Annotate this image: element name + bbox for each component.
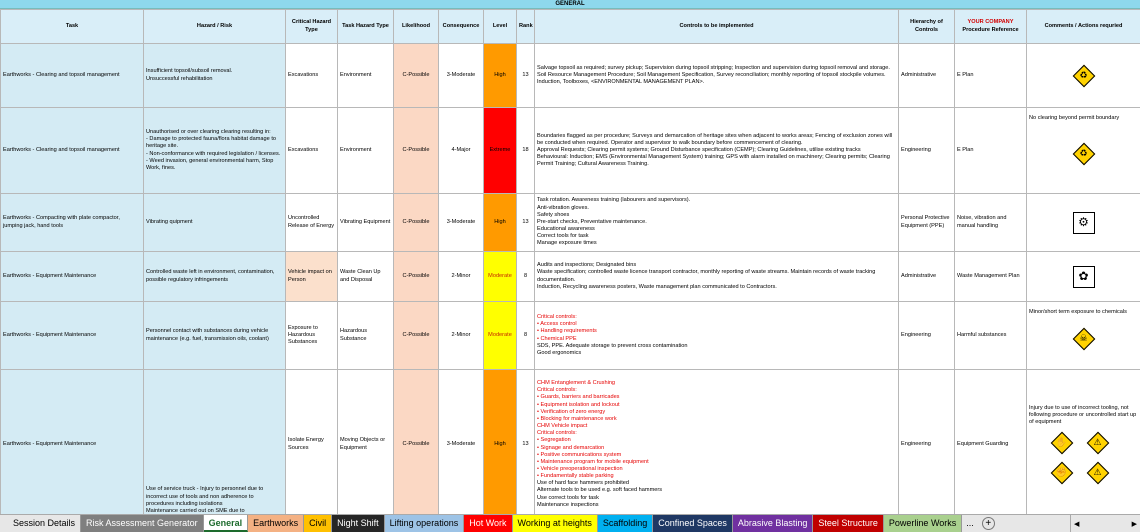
- tab-risk-assessment-generator[interactable]: Risk Assessment Generator: [81, 515, 204, 532]
- procedure-cell[interactable]: E Plan: [955, 108, 1027, 194]
- eco-sign-icon: ♻: [1073, 65, 1095, 87]
- hazard-line: Insufficient topsoil/subsoil removal.: [146, 68, 233, 75]
- control-line: Salvage topsoil as required; survey pickup; Supervision during topsoil stripping; Inspection and supervision during topsoil removal and storage.: [537, 64, 890, 71]
- level-cell[interactable]: Moderate: [484, 302, 517, 370]
- critical-control-line: Critical controls:: [537, 430, 577, 437]
- hazard-line: - Weed invasion, general environmental harm, Stop Work, fines.: [146, 157, 274, 171]
- header-likelihood[interactable]: Likelihood: [394, 10, 439, 44]
- critical-type-cell[interactable]: Uncontrolled Release of Energy: [286, 194, 338, 252]
- controls-cell[interactable]: [535, 302, 899, 370]
- control-line: Pre-start checks, Preventative maintenance.: [537, 218, 647, 225]
- task-type-cell[interactable]: Vibrating Equipment: [338, 194, 394, 252]
- hierarchy-cell[interactable]: Personal Protective Equipment (PPE): [899, 194, 955, 252]
- hazard-line: Unsuccessful rehabilitation: [146, 75, 213, 82]
- procedure-cell[interactable]: Harmful substances: [955, 302, 1027, 370]
- likelihood-cell[interactable]: C-Possible: [394, 370, 439, 515]
- tab-bar-spacer: [999, 515, 1070, 532]
- task-type-cell[interactable]: Environment: [338, 44, 394, 108]
- likelihood-cell[interactable]: C-Possible: [394, 194, 439, 252]
- tab-steel-structure[interactable]: Steel Structure: [813, 515, 884, 532]
- consequence-cell[interactable]: 3-Moderate: [439, 194, 484, 252]
- likelihood-cell[interactable]: C-Possible: [394, 44, 439, 108]
- rank-cell[interactable]: 8: [517, 252, 535, 302]
- critical-control-line: • Fundamentally stable parking: [537, 473, 614, 480]
- horizontal-scrollbar[interactable]: [1070, 515, 1140, 532]
- header-procedure[interactable]: [955, 10, 1027, 44]
- controls-cell[interactable]: [535, 108, 899, 194]
- critical-control-line: Critical controls:: [537, 314, 577, 321]
- hierarchy-cell[interactable]: Engineering: [899, 370, 955, 515]
- controls-cell[interactable]: [535, 370, 899, 515]
- level-cell[interactable]: High: [484, 44, 517, 108]
- control-line: Use of hard face hammers prohibited: [537, 480, 630, 487]
- toxic-sign-icon: ☠: [1073, 328, 1095, 350]
- environment-hazard-icon: ✿: [1073, 266, 1095, 288]
- scroll-left-icon[interactable]: ◀: [1074, 520, 1080, 528]
- task-cell[interactable]: Earthworks - Clearing and topsoil management: [1, 108, 144, 194]
- table-row: [1, 108, 1140, 194]
- hazard-line: Use of service truck - Injury to personnel due to incorrect use of tools and non adherence to procedures including isolations: [146, 486, 264, 507]
- risk-table: [0, 9, 1140, 514]
- control-line: Induction, Toolboxes, <ENVIRONMENTAL MANAGEMENT PLAN>.: [537, 79, 705, 86]
- task-type-cell[interactable]: Waste Clean Up and Disposal: [338, 252, 394, 302]
- rank-cell[interactable]: 18: [517, 108, 535, 194]
- critical-type-cell[interactable]: Excavations: [286, 108, 338, 194]
- control-line: Educational awareness: [537, 226, 595, 233]
- task-cell[interactable]: Earthworks - Clearing and topsoil management: [1, 44, 144, 108]
- rank-cell[interactable]: 13: [517, 194, 535, 252]
- tab-abrasive-blasting[interactable]: Abrasive Blasting: [733, 515, 814, 532]
- likelihood-cell[interactable]: C-Possible: [394, 302, 439, 370]
- comment-cell[interactable]: [1027, 194, 1140, 252]
- tab-scroll-area: [0, 515, 8, 532]
- tab-general[interactable]: General: [204, 515, 249, 532]
- critical-control-line: CHM Vehicle impact: [537, 423, 588, 430]
- hazard-cell[interactable]: [144, 108, 286, 194]
- header-level[interactable]: Level: [484, 10, 517, 44]
- hazard-cell[interactable]: [144, 370, 286, 515]
- header-critical-type[interactable]: Critical Hazard Type: [286, 10, 338, 44]
- control-line: Safety shoes: [537, 211, 570, 218]
- consequence-cell[interactable]: 3-Moderate: [439, 370, 484, 515]
- tab-civil[interactable]: Civil: [304, 515, 332, 532]
- comment-cell[interactable]: [1027, 44, 1140, 108]
- sheet-tab-bar: [0, 514, 1140, 532]
- header-task-type[interactable]: Task Hazard Type: [338, 10, 394, 44]
- likelihood-cell[interactable]: C-Possible: [394, 252, 439, 302]
- control-line: Audits and inspections; Designated bins: [537, 262, 637, 269]
- critical-type-cell[interactable]: Isolate Energy Sources: [286, 370, 338, 515]
- tab-lifting-operations[interactable]: Lifting operations: [385, 515, 465, 532]
- critical-control-line: CHM Entanglement & Crushing: [537, 380, 616, 387]
- control-line: Task rotation. Awareness training (labourers and supervisors).: [537, 197, 691, 204]
- control-line: Behavioural: Induction; EMS (Environmental Management System) training; GPS with alarm installed on machinery; Clearing permits; Clearing Permit Training; Cultural Awareness Training.: [537, 154, 890, 168]
- table-row: [1, 252, 1140, 302]
- procedure-cell[interactable]: Noise, vibration and manual handling: [955, 194, 1027, 252]
- hazard-line: Personnel contact with substances during vehicle maintenance (e.g. fuel, transmission oils, coolant): [146, 328, 269, 342]
- task-type-cell[interactable]: Environment: [338, 108, 394, 194]
- section-banner: GENERAL: [0, 0, 1140, 9]
- header-hierarchy[interactable]: Hierarchy of Controls: [899, 10, 955, 44]
- tab-working-at-heights[interactable]: Working at heights: [513, 515, 598, 532]
- tab-earthworks[interactable]: Earthworks: [248, 515, 304, 532]
- hierarchy-cell[interactable]: Engineering: [899, 108, 955, 194]
- control-line: Use correct tools for task: [537, 494, 599, 501]
- tab-scaffolding[interactable]: Scaffolding: [598, 515, 653, 532]
- hazard-line: Vibrating quipment: [146, 218, 193, 225]
- level-cell[interactable]: High: [484, 370, 517, 515]
- critical-control-line: • Positive communications system: [537, 451, 622, 458]
- task-type-cell[interactable]: Moving Objects or Equipment: [338, 370, 394, 515]
- crush-sign-icon: ✊: [1051, 462, 1073, 484]
- control-line: Anti-vibration gloves.: [537, 204, 589, 211]
- header-hazard[interactable]: Hazard / Risk: [144, 10, 286, 44]
- hazard-line: - Non-conformance with required legislation / licenses.: [146, 150, 281, 157]
- control-line: Good ergonomics: [537, 349, 582, 356]
- scroll-right-icon[interactable]: ▶: [1131, 520, 1137, 528]
- control-line: Alternate tools to be used e.g. soft faced hammers: [537, 487, 662, 494]
- critical-control-line: • Verification of zero energy: [537, 408, 606, 415]
- control-line: Approval Requests; Clearing permit systems; Ground Disturbance specification (CEMP); Clearing Guidelines, utilise existing tracks: [537, 146, 861, 153]
- control-line: Boundaries flagged as per procedure; Surveys and demarcation of heritage sites when adjacent to works areas; Fencing of exclusion zones will be conducted when required. Operator and supervisor to walk boundary before commencement of clearing.: [537, 132, 893, 146]
- consequence-cell[interactable]: 2-Minor: [439, 252, 484, 302]
- critical-control-line: Critical controls:: [537, 387, 577, 394]
- task-type-cell[interactable]: Hazardous Substance: [338, 302, 394, 370]
- comment-text: No clearing beyond permit boundary: [1029, 114, 1120, 121]
- control-line: Correct tools for task: [537, 233, 589, 240]
- more-tabs-button[interactable]: ...: [966, 518, 974, 528]
- rank-cell[interactable]: 8: [517, 302, 535, 370]
- control-line: Maintenance inspections: [537, 501, 599, 508]
- add-sheet-button[interactable]: +: [982, 517, 995, 530]
- rank-cell[interactable]: 13: [517, 370, 535, 515]
- hazard-line: Controlled waste left in environment, contamination, possible regulatory infringements: [146, 269, 275, 283]
- procedure-label: Procedure Reference: [962, 26, 1019, 33]
- hierarchy-cell[interactable]: Administrative: [899, 44, 955, 108]
- slip-sign-icon: ⚠: [1087, 432, 1109, 454]
- control-line: Soil Resource Management Procedure; Soil Management Specification, Survey reconciliation; monthly reporting of topsoil stockpile volumes.: [537, 71, 886, 78]
- hazard-line: Maintenance carried out on SME due to: [146, 507, 245, 514]
- header-consequence[interactable]: Consequence: [439, 10, 484, 44]
- table-row: [1, 302, 1140, 370]
- consequence-cell[interactable]: 2-Minor: [439, 302, 484, 370]
- critical-control-line: • Equipment isolation and lockout: [537, 401, 620, 408]
- company-label: YOUR COMPANY: [967, 19, 1014, 26]
- tab-powerline-works[interactable]: Powerline Works: [884, 515, 962, 532]
- comment-text: Minor/short term exposure to chemicals: [1029, 308, 1127, 315]
- task-cell[interactable]: Earthworks - Compacting with plate compactor, jumping jack, hand tools: [1, 194, 144, 252]
- table-row: [1, 194, 1140, 252]
- hierarchy-cell[interactable]: Engineering: [899, 302, 955, 370]
- comment-cell[interactable]: [1027, 370, 1140, 515]
- critical-control-line: • Access control: [537, 321, 577, 328]
- critical-control-line: • Guards, barriers and barricades: [537, 394, 620, 401]
- controls-cell[interactable]: [535, 194, 899, 252]
- header-rank[interactable]: Rank: [517, 10, 535, 44]
- critical-type-cell[interactable]: Exposure to Hazardous Substances: [286, 302, 338, 370]
- critical-control-line: • Handling requirements: [537, 328, 597, 335]
- comment-cell[interactable]: [1027, 302, 1140, 370]
- control-line: Induction, Recycling awareness posters, Waste management plan communicated to Contractors.: [537, 283, 777, 290]
- critical-type-cell[interactable]: Excavations: [286, 44, 338, 108]
- critical-type-cell[interactable]: Vehicle impact on Person: [286, 252, 338, 302]
- task-cell[interactable]: Earthworks - Equipment Maintenance: [1, 370, 144, 515]
- control-line: SDS, PPE. Adequate storage to prevent cross contamination: [537, 342, 688, 349]
- level-cell[interactable]: Extreme: [484, 108, 517, 194]
- eco-sign-icon: ♻: [1073, 143, 1095, 165]
- rank-cell[interactable]: 13: [517, 44, 535, 108]
- comment-text: Injury due to use of incorrect tooling, not following procedure or uncontrolled start up of equipment: [1029, 404, 1137, 426]
- hazard-cell[interactable]: [144, 252, 286, 302]
- table-row: [1, 44, 1140, 108]
- header-comments[interactable]: Comments / Actions requried: [1027, 10, 1140, 44]
- procedure-cell[interactable]: Equipment Guarding: [955, 370, 1027, 515]
- hierarchy-cell[interactable]: Administrative: [899, 252, 955, 302]
- hazard-cell[interactable]: [144, 302, 286, 370]
- critical-control-line: • Segregation: [537, 437, 571, 444]
- header-row: [1, 10, 1140, 44]
- control-line: Waste specification; controlled waste licence transport contractor, monthly reporting of waste streams. Maintain records of waste tracking documentation.: [537, 269, 876, 283]
- hazard-cell[interactable]: [144, 44, 286, 108]
- header-controls[interactable]: Controls to be implemented: [535, 10, 899, 44]
- task-cell[interactable]: Earthworks - Equipment Maintenance: [1, 252, 144, 302]
- task-cell[interactable]: Earthworks - Equipment Maintenance: [1, 302, 144, 370]
- consequence-cell[interactable]: 4-Major: [439, 108, 484, 194]
- tab-session-details[interactable]: Session Details: [8, 515, 81, 532]
- control-line: Manage exposure times: [537, 240, 597, 247]
- tab-night-shift[interactable]: Night Shift: [332, 515, 385, 532]
- critical-control-line: • Chemical PPE: [537, 335, 577, 342]
- procedure-cell[interactable]: E Plan: [955, 44, 1027, 108]
- vibration-sign-icon: ⚙: [1073, 212, 1095, 234]
- critical-control-line: • Signage and demarcation: [537, 444, 605, 451]
- level-cell[interactable]: High: [484, 194, 517, 252]
- entanglement-sign-icon: ✋: [1051, 432, 1073, 454]
- fall-sign-icon: ⚠: [1087, 462, 1109, 484]
- likelihood-cell[interactable]: C-Possible: [394, 108, 439, 194]
- comment-cell[interactable]: [1027, 108, 1140, 194]
- table-row: [1, 370, 1140, 515]
- level-cell[interactable]: Moderate: [484, 252, 517, 302]
- consequence-cell[interactable]: 3-Moderate: [439, 44, 484, 108]
- critical-control-line: • Blocking for maintenance work: [537, 415, 617, 422]
- tab-hot-work[interactable]: Hot Work: [464, 515, 512, 532]
- comment-cell[interactable]: [1027, 252, 1140, 302]
- critical-control-line: • Vehicle preoperational inspection: [537, 465, 623, 472]
- hazard-cell[interactable]: [144, 194, 286, 252]
- critical-control-line: • Maintenance program for mobile equipment: [537, 458, 649, 465]
- controls-cell[interactable]: [535, 44, 899, 108]
- header-task[interactable]: Task: [1, 10, 144, 44]
- procedure-cell[interactable]: Waste Management Plan: [955, 252, 1027, 302]
- hazard-line: - Damage to protected fauna/flora habitat damage to heritage site.: [146, 136, 276, 150]
- hazard-line: Unauthorised or over clearing clearing resulting in:: [146, 129, 271, 136]
- tab-confined-spaces[interactable]: Confined Spaces: [653, 515, 733, 532]
- controls-cell[interactable]: [535, 252, 899, 302]
